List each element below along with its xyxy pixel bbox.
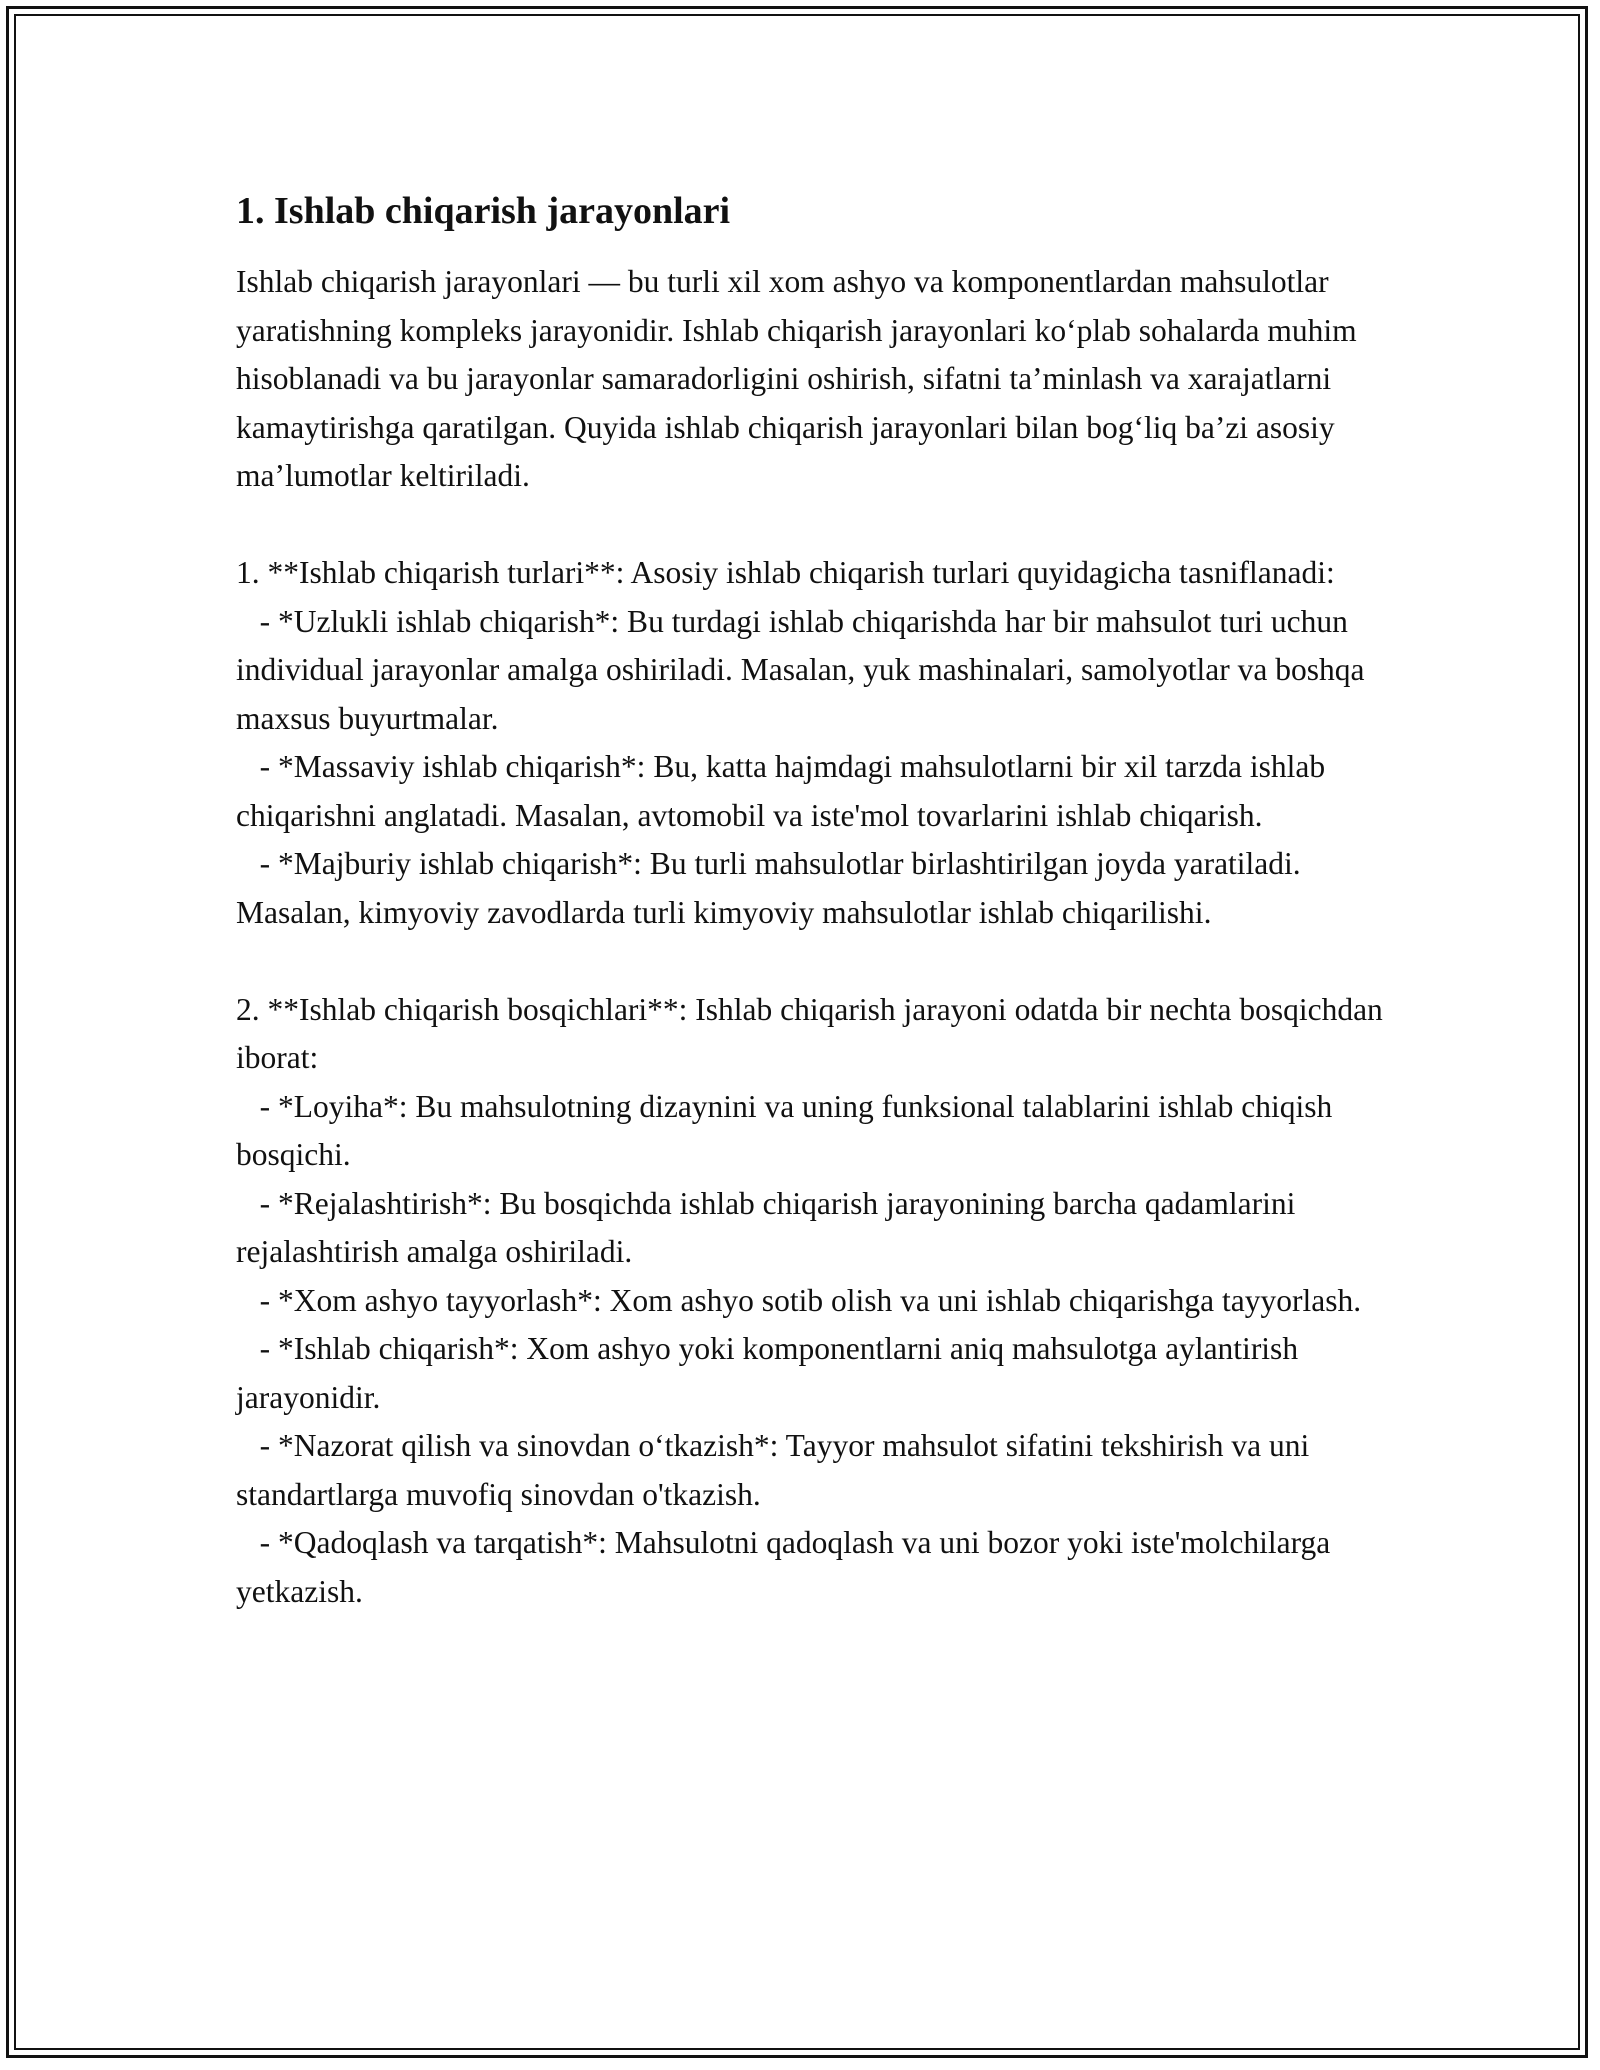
list-item: - *Nazorat qilish va sinovdan o‘tkazish*: Tayyor mahsulot sifatini tekshirish va uni standartlarga muvofiq sinovdan o'tkazish. <box>236 1428 1318 1512</box>
list-item: - *Rejalashtirish*: Bu bosqichda ishlab chiqarish jarayonining barcha qadamlarini rejalashtirish amalga oshiriladi. <box>236 1185 1304 1269</box>
intro-paragraph: Ishlab chiqarish jarayonlari — bu turli xil xom ashyo va komponentlardan mahsulotlar yaratishning kompleks jarayonidir. Ishlab chiqarish jarayonlari ko‘plab sohalarda muhim hisoblanadi va bu jarayonlar samaradorligini oshirish, sifatni ta’minlash va xarajatlarni kamaytirishga qaratilgan. Quyida ishlab chiqarish jarayonlari bilan bog‘liq ba’zi asosiy ma’lumotlar keltiriladi. <box>236 264 1365 493</box>
list-item: - *Majburiy ishlab chiqarish*: Bu turli mahsulotlar birlashtirilgan joyda yaratiladi. Masalan, kimyoviy zavodlarda turli kimyoviy mahsulotlar ishlab chiqarilishi. <box>236 846 1309 930</box>
section-1-title: 1. **Ishlab chiqarish turlari**: Asosiy ishlab chiqarish turlari quyidagicha tasniflanadi: <box>236 555 1335 590</box>
list-item: - *Xom ashyo tayyorlash*: Xom ashyo sotib olish va uni ishlab chiqarishga tayyorlash. <box>236 1282 1362 1318</box>
list-item: - *Uzlukli ishlab chiqarish*: Bu turdagi ishlab chiqarishda har bir mahsulot turi uchun individual jarayonlar amalga oshiriladi. Masalan, yuk mashinalari, samolyotlar va boshqa maxsus buyurtmalar. <box>236 603 1373 736</box>
list-item: - *Qadoqlash va tarqatish*: Mahsulotni qadoqlash va uni bozor yoki iste'molchilarga yetkazish. <box>236 1525 1339 1609</box>
section-2-title: 2. **Ishlab chiqarish bosqichlari**: Ishlab chiqarish jarayoni odatda bir nechta bosqichdan iborat: <box>236 991 1391 1075</box>
document-body <box>236 186 1416 1616</box>
page-title: 1. Ishlab chiqarish jarayonlari <box>236 190 731 232</box>
list-item: - *Loyiha*: Bu mahsulotning dizaynini va uning funksional talablarini ishlab chiqish bosqichi. <box>236 1088 1341 1172</box>
list-item: - *Massaviy ishlab chiqarish*: Bu, katta hajmdagi mahsulotlarni bir xil tarzda ishlab chiqarishni anglatadi. Masalan, avtomobil va iste'mol tovarlarini ishlab chiqarish. <box>236 749 1334 833</box>
paragraph-spacer <box>236 501 1416 550</box>
paragraph-spacer <box>236 937 1416 986</box>
list-item: - *Ishlab chiqarish*: Xom ashyo yoki komponentlarni aniq mahsulotga aylantirish jarayonidir. <box>236 1331 1306 1415</box>
